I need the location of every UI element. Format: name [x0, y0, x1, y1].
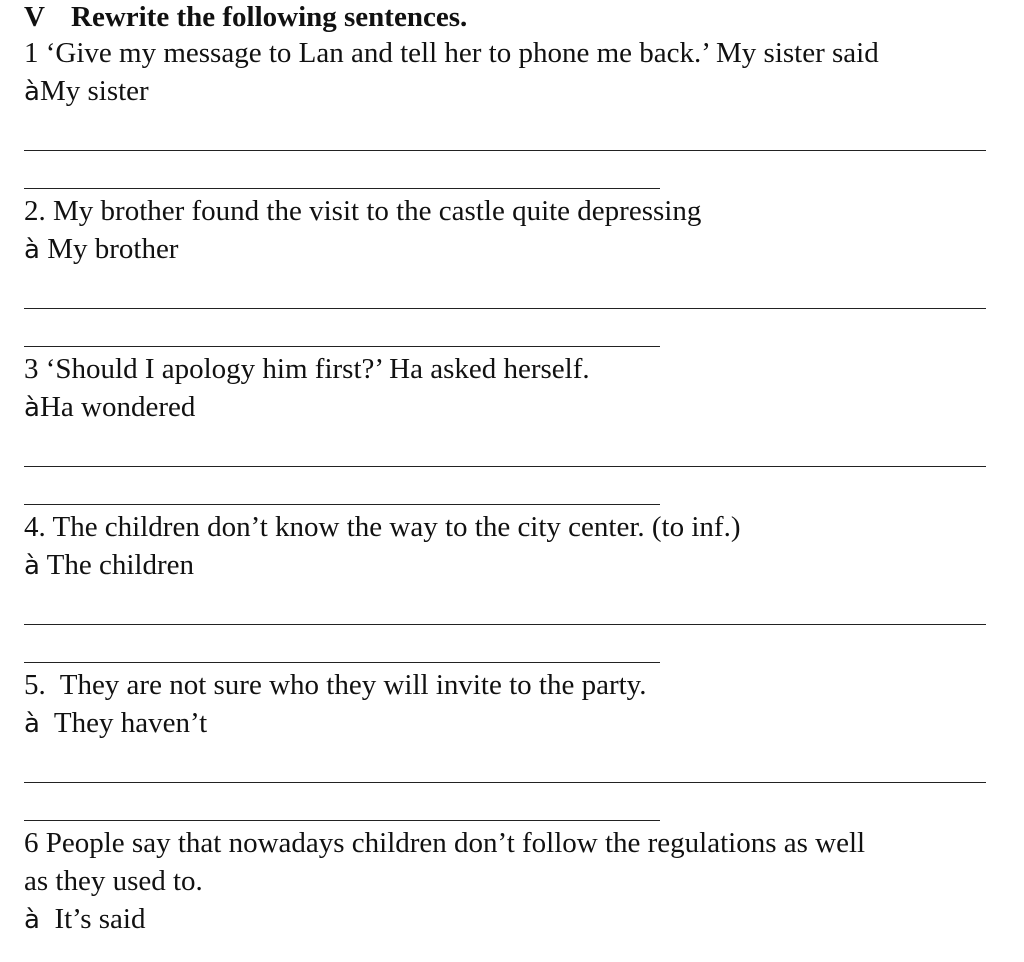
item-6-answer-start: [24, 901, 145, 938]
arrow-icon: à: [24, 393, 40, 423]
item-1-prompt: 1 ‘Give my message to Lan and tell her to phone me back.’ My sister said: [24, 37, 879, 69]
item-2-answer-line-2[interactable]: [24, 346, 660, 347]
item-4-prompt: 4. The children don’t know the way to the city center. (to inf.): [24, 511, 741, 543]
item-4-answer-line-2[interactable]: [24, 662, 660, 663]
arrow-icon: à: [24, 905, 40, 935]
item-4-answer-line-1[interactable]: [24, 624, 986, 625]
item-5-answer-start: [24, 705, 207, 742]
item-5-starter: They haven’t: [39, 707, 208, 739]
section-heading: [24, 0, 467, 34]
item-1-starter: My sister: [39, 75, 149, 107]
item-2-answer-start: [24, 231, 178, 268]
item-3-starter: Ha wondered: [39, 391, 196, 423]
item-6-prompt-line-1: 6 People say that nowadays children don’t follow the regulations as well: [24, 827, 866, 859]
item-3-answer-start: [24, 389, 195, 426]
arrow-icon: à: [24, 77, 40, 107]
item-2-prompt: 2. My brother found the visit to the castle quite depressing: [24, 195, 702, 227]
arrow-icon: à: [24, 709, 40, 739]
section-title: Rewrite the following sentences.: [71, 1, 468, 33]
item-5-answer-line-2[interactable]: [24, 820, 660, 821]
item-3-prompt: 3 ‘Should I apology him first?’ Ha asked herself.: [24, 353, 590, 385]
item-5-prompt: 5. They are not sure who they will invite to the party.: [24, 669, 647, 701]
item-6-prompt-line-2: as they used to.: [24, 865, 203, 897]
item-1-answer-line-1[interactable]: [24, 150, 986, 151]
section-number: V: [24, 1, 45, 33]
item-6-starter: It’s said: [39, 903, 146, 935]
arrow-icon: à: [24, 235, 40, 265]
item-3-answer-line-1[interactable]: [24, 466, 986, 467]
arrow-icon: à: [24, 551, 40, 581]
item-4-answer-start: [24, 547, 194, 584]
item-2-starter: My brother: [39, 233, 179, 265]
item-3-answer-line-2[interactable]: [24, 504, 660, 505]
item-2-answer-line-1[interactable]: [24, 308, 986, 309]
item-5-answer-line-1[interactable]: [24, 782, 986, 783]
item-1-answer-start: [24, 73, 149, 110]
item-1-answer-line-2[interactable]: [24, 188, 660, 189]
item-4-starter: The children: [39, 549, 195, 581]
